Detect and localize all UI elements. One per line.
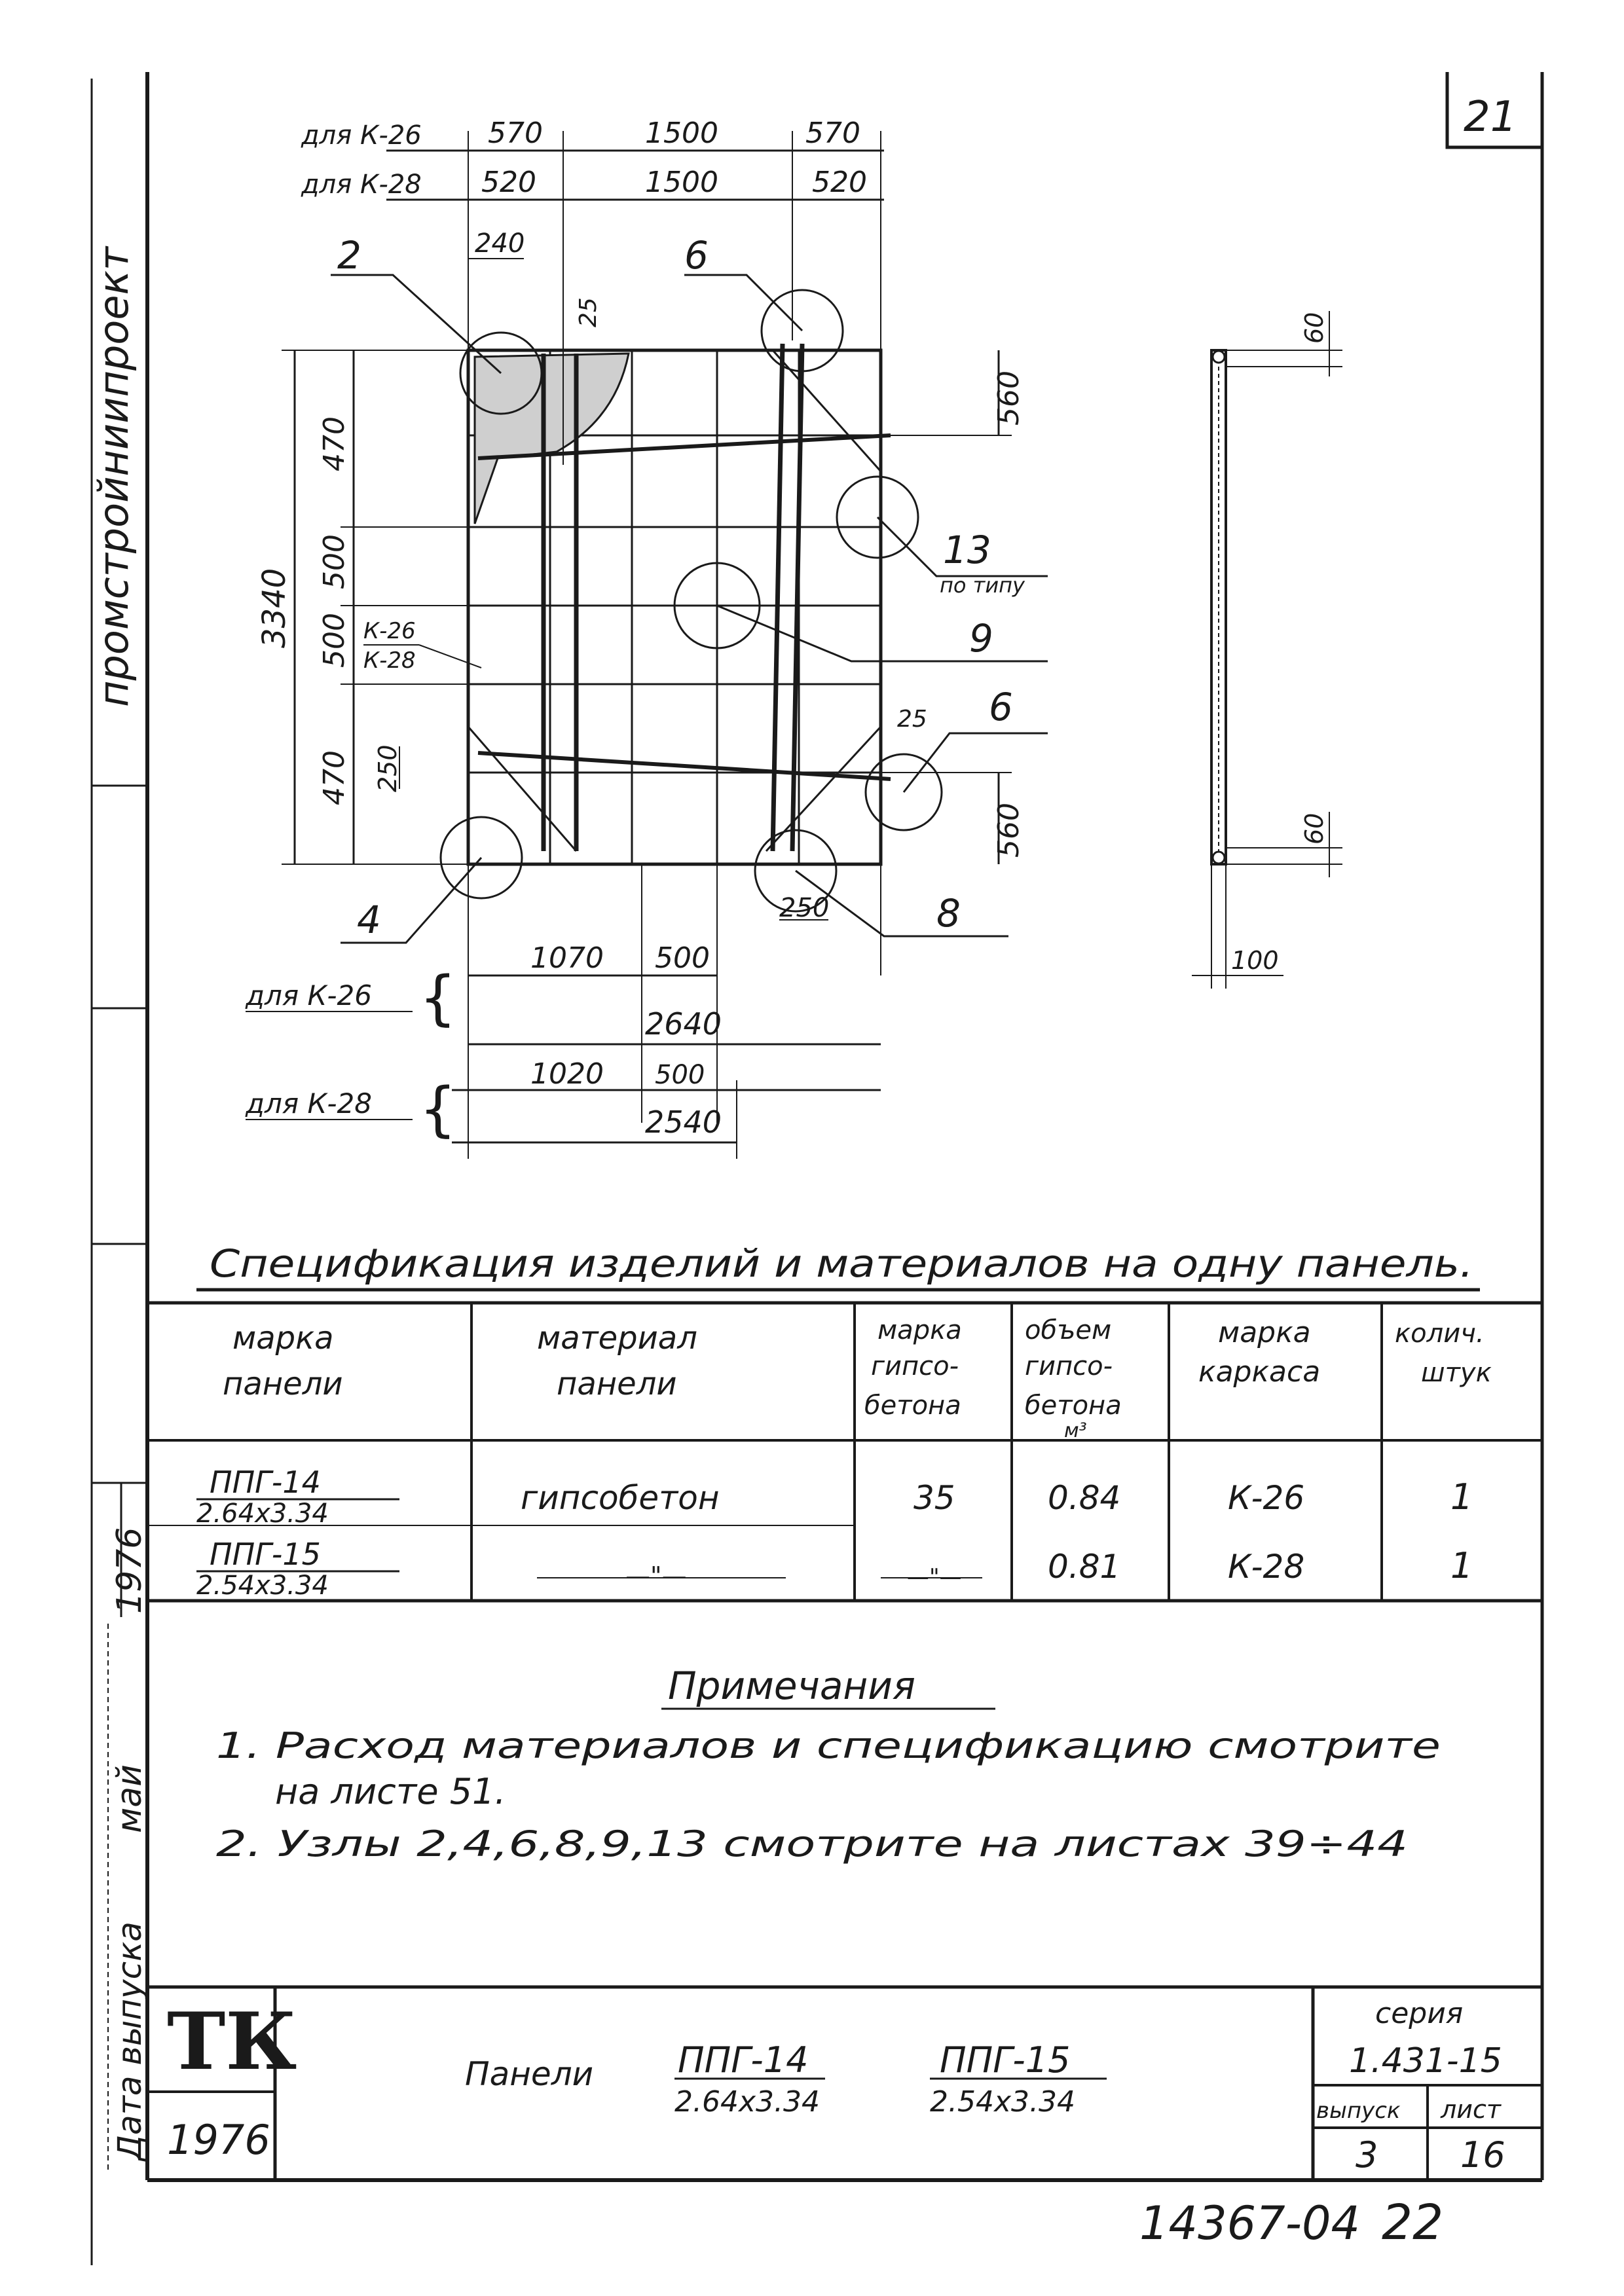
spec-header-mark-1: марка bbox=[232, 1320, 334, 1357]
side-stamp-year: 1976 bbox=[110, 1527, 149, 1614]
bottom-k26-label: для К-26 bbox=[246, 979, 372, 1011]
spec-row-1-grade: 35 bbox=[913, 1479, 955, 1517]
dim-240: 240 bbox=[475, 228, 525, 259]
callout-13-note: по типу bbox=[940, 573, 1025, 598]
issue-label: выпуск bbox=[1316, 2098, 1401, 2124]
left-dim-1: 500 bbox=[318, 534, 351, 589]
side-stamp-org: промстройниипроект bbox=[90, 246, 138, 707]
top-dim-k28-2: 520 bbox=[812, 166, 867, 199]
spec-row-1-size: 2.64х3.34 bbox=[196, 1499, 329, 1529]
callout-4: 4 bbox=[357, 898, 381, 942]
left-mark-k26: К-26 bbox=[363, 618, 416, 644]
spec-row-2-grade: —"— bbox=[907, 1564, 962, 1590]
logo-tk: ТК bbox=[167, 1995, 297, 2088]
row-label-k26: для К-26 bbox=[301, 120, 422, 151]
title-label: Панели bbox=[465, 2055, 594, 2093]
left-dim-2: 500 bbox=[318, 613, 351, 668]
callout-8: 8 bbox=[936, 891, 961, 936]
left-dim-0: 470 bbox=[318, 416, 351, 471]
spec-row-2-material: —"— bbox=[625, 1561, 687, 1590]
side-stamp bbox=[90, 246, 149, 2174]
spec-header-frame-1: марка bbox=[1218, 1316, 1311, 1349]
side-stamp-release: Дата выпуска bbox=[111, 1922, 149, 2160]
spec-header-qty-2: штук bbox=[1421, 1358, 1492, 1388]
section-dim-bottom: 60 bbox=[1300, 812, 1329, 845]
spec-table bbox=[147, 1241, 1542, 1601]
spec-header-qty-1: колич. bbox=[1395, 1319, 1485, 1349]
spec-row-1-volume: 0.84 bbox=[1048, 1479, 1121, 1517]
callout-6-top: 6 bbox=[684, 233, 709, 278]
spec-title: Спецификация изделий и материалов на одну панель. bbox=[210, 1241, 1473, 1286]
bottom-k28-total: 2540 bbox=[645, 1104, 722, 1140]
spec-row-2-qty: 1 bbox=[1450, 1545, 1473, 1586]
notes bbox=[216, 1664, 1441, 1865]
side-stamp-month: май bbox=[110, 1764, 149, 1833]
page-number: 21 bbox=[1464, 93, 1517, 141]
spec-header-grade-2: гипсо- bbox=[871, 1351, 959, 1381]
series-value: 1.431-15 bbox=[1349, 2041, 1502, 2081]
spec-header-mark-2: панели bbox=[223, 1366, 343, 1402]
page-number-box bbox=[1447, 72, 1542, 147]
row-label-k28: для К-28 bbox=[301, 170, 422, 200]
notes-title: Примечания bbox=[668, 1664, 915, 1708]
sheet-label: лист bbox=[1441, 2095, 1502, 2124]
left-dimensions bbox=[256, 350, 481, 864]
bottom-dim-250: 250 bbox=[779, 893, 830, 923]
callout-6-bottom: 6 bbox=[989, 685, 1013, 729]
note-line-3: 2. Узлы 2,4,6,8,9,13 смотрите на листах 39÷44 bbox=[216, 1823, 1408, 1865]
spec-row-1-frame: К-26 bbox=[1228, 1479, 1305, 1517]
callout-2: 2 bbox=[337, 233, 361, 278]
spec-row-2-size: 2.54х3.34 bbox=[196, 1571, 329, 1601]
right-dim-0: 560 bbox=[992, 371, 1025, 426]
bottom-k26-total: 2640 bbox=[645, 1006, 722, 1042]
dim-25-top: 25 bbox=[575, 297, 602, 327]
svg-text:{: { bbox=[419, 1075, 457, 1144]
spec-row-2-volume: 0.81 bbox=[1048, 1548, 1121, 1586]
top-dim-k28-1: 1500 bbox=[645, 166, 718, 199]
top-dim-k26-2: 570 bbox=[805, 117, 860, 150]
spec-header-grade-1: марка bbox=[877, 1315, 962, 1345]
spec-row-1-material: гипсобетон bbox=[521, 1479, 720, 1517]
left-mark-k28: К-28 bbox=[363, 647, 416, 674]
callouts bbox=[331, 233, 1048, 943]
spec-header-volume-2: гипсо- bbox=[1025, 1351, 1113, 1381]
svg-text:{: { bbox=[419, 964, 457, 1032]
spec-row-1-qty: 1 bbox=[1450, 1476, 1473, 1518]
bottom-number: 22 bbox=[1382, 2195, 1444, 2251]
section-dim-width: 100 bbox=[1231, 946, 1279, 975]
cutaway-section bbox=[475, 354, 629, 524]
bottom-dimensions bbox=[245, 864, 881, 1159]
section-view bbox=[1192, 311, 1342, 989]
top-dim-k28-0: 520 bbox=[481, 166, 536, 199]
sheet-value: 16 bbox=[1460, 2134, 1505, 2176]
bottom-k26-dim-1: 500 bbox=[655, 941, 710, 975]
spec-row-2-frame: К-28 bbox=[1228, 1548, 1305, 1586]
top-dim-k26-1: 1500 bbox=[645, 117, 718, 150]
section-dim-top: 60 bbox=[1300, 312, 1329, 344]
left-total: 3340 bbox=[256, 568, 293, 648]
dim-250-left: 250 bbox=[373, 744, 402, 792]
title-year: 1976 bbox=[167, 2116, 270, 2164]
bottom-k28-dim-0: 1020 bbox=[530, 1057, 604, 1091]
right-dim-1: 560 bbox=[992, 803, 1025, 858]
panel-plan bbox=[441, 290, 942, 911]
issue-value: 3 bbox=[1356, 2134, 1378, 2176]
note-line-1: 1. Расход материалов и спецификацию смотрите bbox=[216, 1725, 1441, 1766]
title-panel-2-mark: ППГ-15 bbox=[940, 2039, 1071, 2081]
callout-13: 13 bbox=[943, 528, 991, 572]
spec-header-material-1: материал bbox=[537, 1320, 697, 1357]
title-panel-2-size: 2.54х3.34 bbox=[930, 2085, 1075, 2119]
spec-row-1-mark: ППГ-14 bbox=[210, 1465, 321, 1500]
spec-header-volume-3: бетона bbox=[1025, 1391, 1122, 1421]
top-dim-k26-0: 570 bbox=[488, 117, 543, 150]
title-panel-1-size: 2.64х3.34 bbox=[674, 2085, 820, 2119]
bottom-k26-dim-0: 1070 bbox=[530, 941, 604, 975]
spec-header-volume-4: м³ bbox=[1064, 1419, 1087, 1442]
title-panel-1-mark: ППГ-14 bbox=[678, 2039, 809, 2081]
title-block bbox=[147, 1987, 1542, 2180]
left-dim-3: 470 bbox=[318, 750, 351, 805]
right-dimensions bbox=[881, 350, 1025, 864]
bottom-code: 14367-04 bbox=[1139, 2196, 1361, 2250]
callout-9: 9 bbox=[969, 616, 993, 661]
bottom-k28-dim-1: 500 bbox=[655, 1060, 705, 1090]
spec-header-material-2: панели bbox=[557, 1366, 677, 1402]
spec-header-frame-2: каркаса bbox=[1198, 1355, 1321, 1389]
spec-row-2-mark: ППГ-15 bbox=[210, 1537, 321, 1572]
bottom-k28-label: для К-28 bbox=[246, 1087, 372, 1120]
spec-header-volume-1: объем bbox=[1025, 1315, 1112, 1345]
spec-header-grade-3: бетона bbox=[864, 1391, 961, 1421]
series-label: серия bbox=[1375, 1997, 1464, 2030]
note-line-2: на листе 51. bbox=[275, 1771, 506, 1812]
dim-25-right: 25 bbox=[897, 706, 927, 733]
